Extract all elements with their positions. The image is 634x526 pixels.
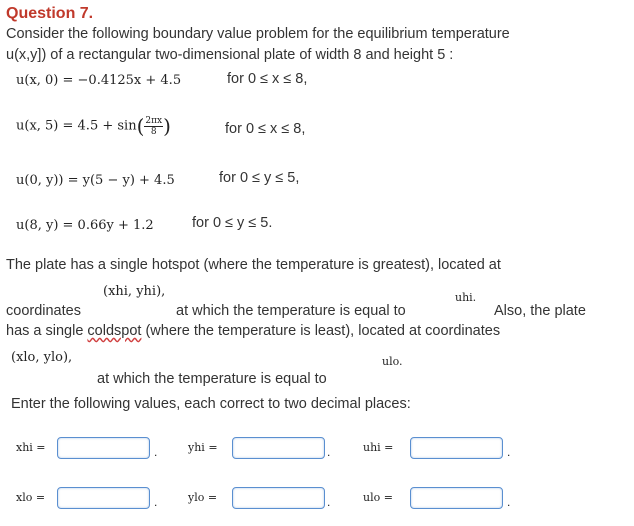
y-hi-input[interactable]: [232, 437, 325, 459]
u-lo-label: ulo =: [363, 491, 393, 504]
coordinates-word: coordinates: [6, 303, 81, 319]
fraction-denominator: 8: [150, 126, 157, 137]
x-lo-separator: .: [154, 495, 158, 509]
intro-line-1: Consider the following boundary value problem for the equilibrium temperature: [6, 26, 510, 42]
u-hi-label: uhi =: [363, 441, 394, 454]
boundary-eq-right-condition: for 0 ≤ y ≤ 5.: [192, 215, 273, 231]
boundary-eq-left: u(0, y)) = y(5 − y) + 4.5: [16, 173, 175, 188]
x-lo-label: xlo =: [16, 491, 46, 504]
y-lo-input[interactable]: [232, 487, 325, 509]
hotspot-temperature-text: at which the temperature is equal to: [176, 303, 406, 319]
question-title: Question 7.: [6, 5, 94, 22]
y-lo-separator: .: [327, 495, 331, 509]
sin-argument-fraction: [144, 116, 163, 137]
u-lo-inline: ulo.: [382, 355, 403, 368]
also-plate-text: Also, the plate: [494, 303, 586, 319]
coldspot-temperature-text: at which the temperature is equal to: [97, 371, 327, 387]
coldspot-sentence: [6, 323, 500, 339]
boundary-eq-right: u(8, y) = 0.66y + 1.2: [16, 218, 154, 233]
boundary-eq-top-lhs: u(x, 5) = 4.5 + sin: [16, 118, 137, 134]
boundary-eq-bottom: u(x, 0) = −0.4125x + 4.5: [16, 73, 182, 88]
coldspot-word: coldspot: [87, 323, 142, 339]
enter-values-instruction: Enter the following values, each correct to two decimal places:: [11, 396, 411, 412]
u-hi-inline: uhi.: [455, 291, 477, 304]
boundary-eq-top: u(x, 5) = 4.5 + sin( $\frac{2\pi x}{8}$ ): [16, 114, 171, 138]
x-lo-input[interactable]: [57, 487, 150, 509]
u-hi-input[interactable]: [410, 437, 503, 459]
hotspot-coordinates: (xhi, yhi),: [103, 284, 166, 299]
y-hi-label: yhi =: [188, 441, 218, 454]
fraction-numerator: 2πx: [145, 115, 163, 126]
x-hi-input[interactable]: [57, 437, 150, 459]
y-hi-separator: .: [327, 445, 331, 459]
boundary-eq-top-condition: for 0 ≤ x ≤ 8,: [225, 121, 306, 137]
u-hi-separator: .: [507, 445, 511, 459]
coldspot-post: (where the temperature is least), located at coordinates: [141, 323, 501, 339]
u-lo-input[interactable]: [410, 487, 503, 509]
intro-line-2: u(x,y]) of a rectangular two-dimensional plate of width 8 and height 5 :: [6, 47, 454, 63]
hotspot-sentence: The plate has a single hotspot (where the temperature is greatest), located at: [6, 257, 501, 273]
boundary-eq-left-condition: for 0 ≤ y ≤ 5,: [219, 170, 300, 186]
coldspot-pre: has a single: [6, 323, 88, 339]
y-lo-label: ylo =: [188, 491, 218, 504]
u-lo-separator: .: [507, 495, 511, 509]
coldspot-coordinates: (xlo, ylo),: [11, 350, 73, 365]
boundary-eq-bottom-condition: for 0 ≤ x ≤ 8,: [227, 71, 308, 87]
x-hi-separator: .: [154, 445, 158, 459]
x-hi-label: xhi =: [16, 441, 46, 454]
